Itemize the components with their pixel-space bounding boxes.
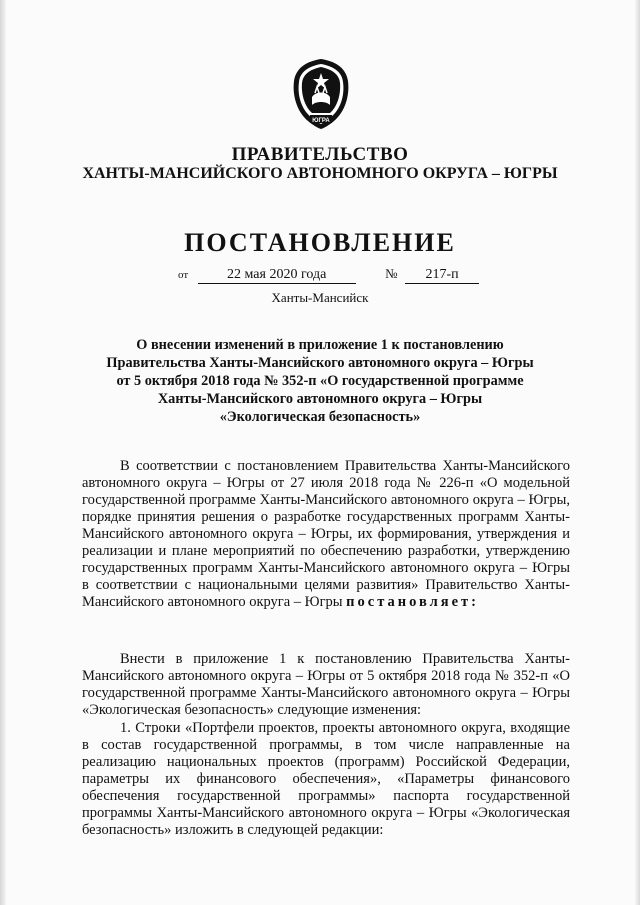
- document-type: ПОСТАНОВЛЕНИЕ: [184, 228, 456, 257]
- subject-line: от 5 октября 2018 года № 352-п «О государственной программе: [116, 373, 524, 389]
- subject-line: Правительства Ханты-Мансийского автономного округа – Югры: [106, 355, 534, 371]
- emblem-label: ЮГРА: [312, 118, 330, 124]
- paragraph-text: Внести в приложение 1 к постановлению Правительства Ханты-Мансийского автономного округа – Югры от 5 октября 2018 года № 352-п «О государственной программе Ханты-Мансийского автономного округа – Югры «Экологическая безопасность» следующие изменения:: [82, 651, 570, 718]
- government-title: ПРАВИТЕЛЬСТВО: [231, 144, 409, 165]
- number-sign: №: [385, 266, 398, 281]
- subject-line: О внесении изменений в приложение 1 к постановлению: [136, 337, 504, 353]
- body-paragraph-2: [82, 651, 570, 719]
- subject-line: Ханты-Мансийского автономного округа – Югры: [157, 391, 483, 407]
- subject-line: «Экологическая безопасность»: [219, 409, 421, 425]
- scan-edge-right: [635, 0, 640, 905]
- document-subject: [0, 336, 640, 426]
- date-number-line: [178, 266, 479, 284]
- document-number: 217-п: [405, 267, 479, 284]
- government-subtitle: ХАНТЫ-МАНСИЙСКОГО АВТОНОМНОГО ОКРУГА – ЮГРЫ: [82, 165, 558, 182]
- paragraph-text: 1. Строки «Портфели проектов, проекты автономного округа, входящие в состав государственной программы, в том числе направленные на реализацию национальных проектов (программ) Российской Федерации, параметры их финансового обеспечения», «Параметры финансового обеспечения государственной программы» паспорта государственной программы Ханты-Мансийского автономного округа – Югры «Экологическая безопасность» изложить в следующей редакции:: [82, 720, 570, 838]
- paragraph-text: В соответствии с постановлением Правительства Ханты-Мансийского автономного округа – Югры от 27 июля 2018 года № 226-п «О модельной государственной программе Ханты-Мансийского автономного округа – Югры, порядке принятия решения о разработке государственных программ Ханты-Мансийского автономного округа – Югры, их формирования, утверждения и реализации и плане мероприятий по обеспечению разработки, утверждению государственных программ Ханты-Мансийского автономного округа – Югры в соответствии с национальными целями развития» Правительство Ханты-Мансийского автономного округа – Югры: [82, 458, 570, 610]
- resolution-verb: постановляет:: [346, 594, 479, 610]
- date-prefix: от: [178, 269, 189, 281]
- body-paragraph-3: [82, 720, 570, 839]
- document-city: Ханты-Мансийск: [271, 290, 369, 305]
- scan-edge-left: [0, 0, 6, 905]
- body-paragraph-1: [82, 458, 570, 611]
- coat-of-arms-icon: [290, 57, 352, 131]
- document-date: 22 мая 2020 года: [198, 267, 356, 284]
